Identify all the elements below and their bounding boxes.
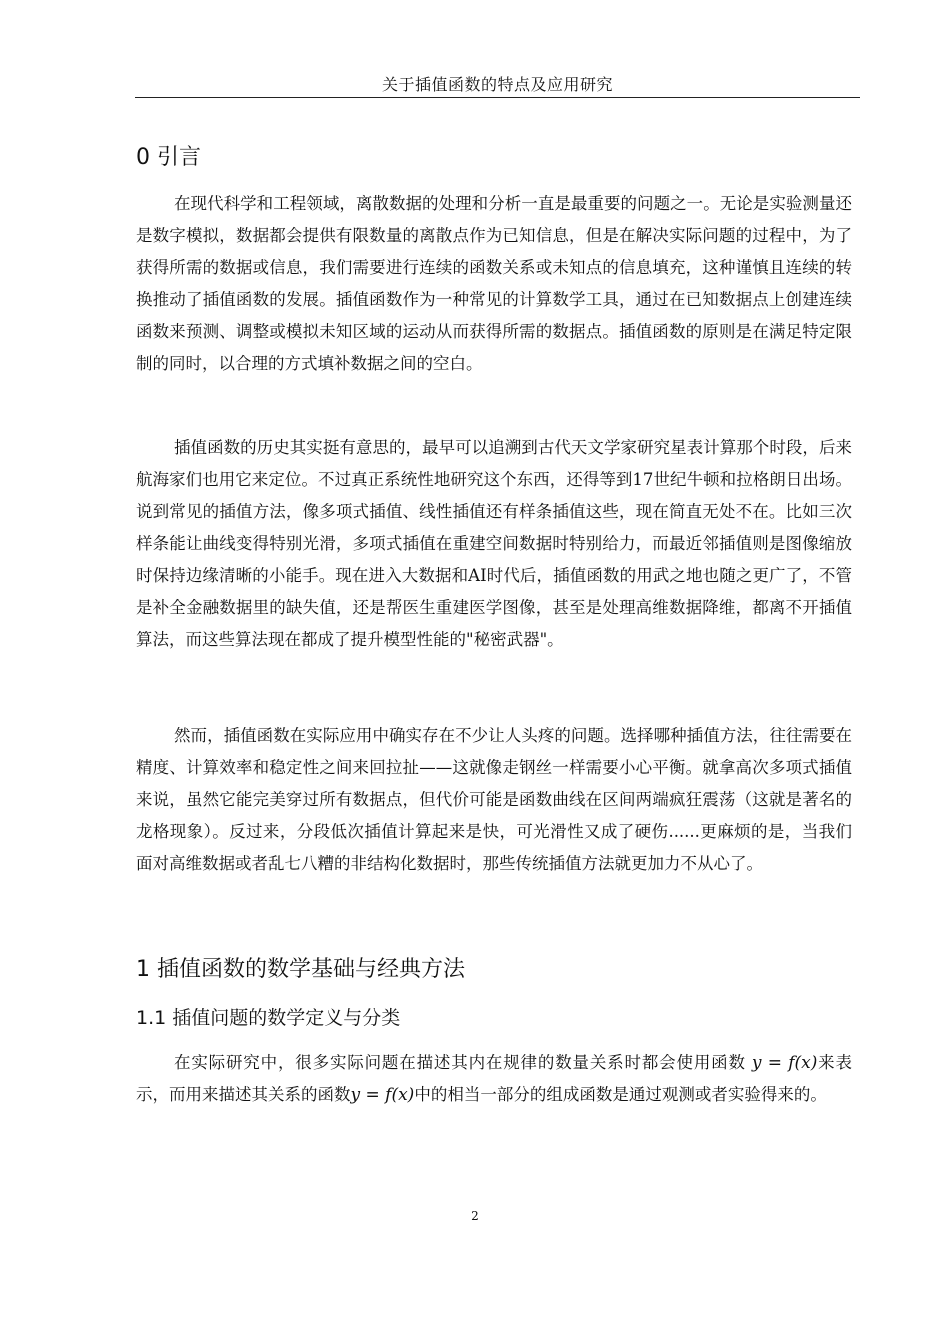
intro-paragraph-3: 然而，插值函数在实际应用中确实存在不少让人头疼的问题。选择哪种插值方法，往往需要在精度、计算效率和稳定性之间来回拉扯——这就像走钢丝一样需要小心平衡。就拿高次多项式插值来说，虽然它能完美穿过所有数据点，但代价可能是函数曲线在区间两端疯狂震荡（这就是著名的龙格现象）。反过来，分段低次插值计算起来是快，可光滑性又成了硬伤......更麻烦的是，当我们面对高维数据或者乱七八糟的非结构化数据时，那些传统插值方法就更加力不从心了。 xyxy=(136,726,852,873)
formula-y-equals-f-x: y = f(x) xyxy=(751,1053,818,1073)
page-number: 2 xyxy=(471,1209,479,1223)
header-rule xyxy=(135,97,860,98)
subsection-heading-1-1: 1.1 插值问题的数学定义与分类 xyxy=(136,1007,401,1029)
paragraph-text-c: 中的相当一部分的组成函数是通过观测或者实验得来的。 xyxy=(414,1085,827,1104)
intro-paragraph-2: 插值函数的历史其实挺有意思的，最早可以追溯到古代天文学家研究星表计算那个时段，后来航海家们也用它来定位。不过真正系统性地研究这个东西，还得等到17世纪牛顿和拉格朗日出场。说到常见的插值方法，像多项式插值、线性插值还有样条插值这些，现在简直无处不在。比如三次样条能让曲线变得特别光滑，多项式插值在重建空间数据时特别给力，而最近邻插值则是图像缩放时保持边缘清晰的小能手。现在进入大数据和AI时代后，插值函数的用武之地也随之更广了，不管是补全金融数据里的缺失值，还是帮医生重建医学图像，甚至是处理高维数据降维，都离不开插值算法，而这些算法现在都成了提升模型性能的"秘密武器"。 xyxy=(136,438,852,649)
paragraph-text-b: 来表示，而用来描述其关系的函数 xyxy=(136,1053,853,1104)
section-heading-1: 1 插值函数的数学基础与经典方法 xyxy=(136,957,465,982)
formula-y-equals-f-x-2: y = f(x) xyxy=(350,1085,415,1105)
paragraph-text-a: 在实际研究中，很多实际问题在描述其内在规律的数量关系时都会使用函数 xyxy=(174,1053,746,1072)
subsection-1-1-paragraph xyxy=(136,1047,852,1111)
section-heading-introduction: 0 引言 xyxy=(136,145,201,170)
running-header-title: 关于插值函数的特点及应用研究 xyxy=(381,75,613,94)
intro-paragraph-1: 在现代科学和工程领域，离散数据的处理和分析一直是最重要的问题之一。无论是实验测量还是数字模拟，数据都会提供有限数量的离散点作为已知信息，但是在解决实际问题的过程中，为了获得所需的数据或信息，我们需要进行连续的函数关系或未知点的信息填充，这种谨慎且连续的转换推动了插值函数的发展。插值函数作为一种常见的计算数学工具，通过在已知数据点上创建连续函数来预测、调整或模拟未知区域的运动从而获得所需的数据点。插值函数的原则是在满足特定限制的同时，以合理的方式填补数据之间的空白。 xyxy=(136,194,852,373)
